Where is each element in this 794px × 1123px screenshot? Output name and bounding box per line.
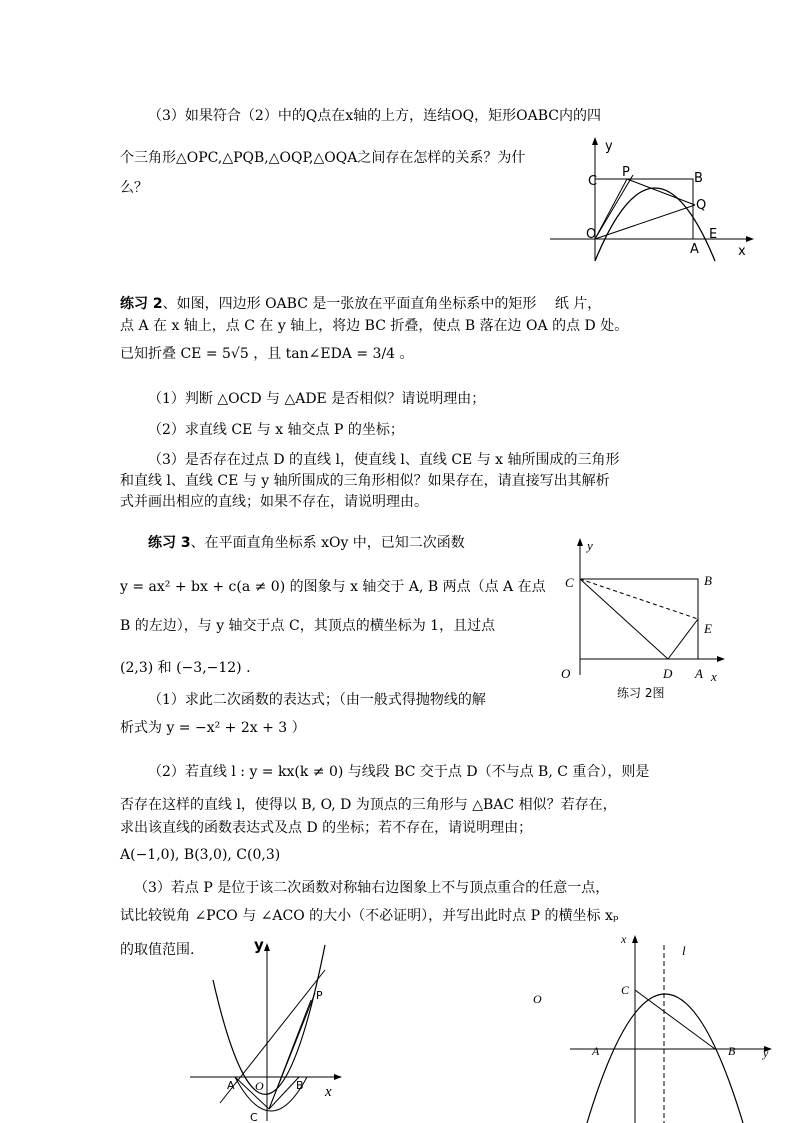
fig1-label-e: E <box>709 227 718 242</box>
figure-3 <box>185 935 350 1123</box>
fig3-label-c: C <box>250 1111 258 1123</box>
fig1-label-x: x <box>738 244 746 259</box>
ex3-q1b: 析式为 y = −x² + 2x + 3 ） <box>120 720 306 736</box>
ex2-line2: 点 A 在 x 轴上，点 C 在 y 轴上，将边 BC 折叠，使点 B 落在边 OA 的点 D 处。 <box>120 318 629 334</box>
ex2-q3a: （3）是否存在过点 D 的直线 l，使直线 l、直线 CE 与 x 轴所围成的三角形 <box>148 452 620 468</box>
fig3-label-b: B <box>296 1079 304 1092</box>
fig1-label-y: y <box>605 139 613 154</box>
ex3-line3: B 的左边），与 y 轴交于点 C，其顶点的横坐标为 1，且过点 <box>120 618 496 634</box>
fig1-label-p: P <box>622 165 630 180</box>
fig1-label-a: A <box>690 242 699 257</box>
figure-4 <box>525 930 785 1123</box>
fig2-label-y: y <box>587 538 593 553</box>
fig4-label-a: A <box>592 1044 600 1058</box>
ex3-q2a: （2）若直线 l : y = kx(k ≠ 0) 与线段 BC 交于点 D（不与点 B, C 重合），则是 <box>148 764 650 780</box>
fig1-label-b: B <box>694 171 703 186</box>
fig1-label-o: O <box>586 227 597 242</box>
ex2-q3b: 和直线 l、直线 CE 与 y 轴所围成的三角形相似？如果存在，请直接写出其解析 <box>120 473 610 489</box>
figure-2 <box>555 535 740 700</box>
fig3-label-x: x <box>325 1084 332 1100</box>
ex3-q3b: 试比较锐角 ∠PCO 与 ∠ACO 的大小（不必证明），并写出此时点 P 的横坐标 xₚ <box>120 908 619 924</box>
fig3-label-a: A <box>227 1079 235 1092</box>
ex2-line3: 已知折叠 CE = 5√5 ，且 tan∠EDA = 3/4 。 <box>120 346 414 362</box>
fig3-label-p: P <box>316 989 323 1002</box>
ex3-line4: (2,3) 和 (−3,−12) . <box>120 660 251 676</box>
p3-line1: （3）如果符合（2）中的Q点在x轴的上方，连结OQ，矩形OABC内的四 <box>148 108 601 124</box>
fig2-label-d: D <box>663 666 673 681</box>
fig2-label-c: C <box>565 575 574 590</box>
ex2-q3c: 式并画出相应的直线；如果不存在，请说明理由。 <box>120 494 428 510</box>
figure-1 <box>545 135 760 265</box>
ex3-q2b: 否存在这样的直线 l，使得以 B, O, D 为顶点的三角形与 △BAC 相似？若存在， <box>120 797 617 813</box>
ex3-q2d: A(−1,0), B(3,0), C(0,3) <box>120 847 281 863</box>
p3-line3: 么？ <box>120 180 148 196</box>
fig2-caption: 练习 2图 <box>617 686 665 700</box>
fig2-label-o: O <box>561 666 571 681</box>
ex3-q2c: 求出该直线的函数表达式及点 D 的坐标；若不存在，请说明理由； <box>120 820 533 836</box>
ex3-line2: y = ax² + bx + c(a ≠ 0) 的图象与 x 轴交于 A, B 两点（点 A 在点 <box>120 579 546 595</box>
fig2-label-b: B <box>704 573 712 588</box>
fig4-label-o: O <box>533 992 542 1006</box>
ex3-q3a: （3）若点 P 是位于该二次函数对称轴右边图象上不与顶点重合的任意一点， <box>134 880 610 896</box>
ex2-q1: （1）判断 △OCD 与 △ADE 是否相似？请说明理由； <box>148 391 486 407</box>
fig1-label-c: C <box>588 174 598 189</box>
fig4-label-x: x <box>621 932 627 946</box>
fig2-label-a: A <box>695 666 703 681</box>
fig2-label-e: E <box>704 621 712 636</box>
fig1-label-q: Q <box>696 198 707 213</box>
fig4-label-l: l <box>682 943 686 958</box>
ex3-title: 练习 3 <box>148 535 191 551</box>
fig4-label-y: y <box>763 1046 769 1060</box>
ex3-q1a: （1）求此二次函数的表达式；（由一般式得抛物线的解 <box>148 692 486 708</box>
ex2-title: 练习 2 <box>120 296 163 312</box>
ex2-q2: （2）求直线 CE 与 x 轴交点 P 的坐标； <box>148 422 404 438</box>
fig3-label-o: O <box>255 1079 264 1093</box>
ex2-line1 <box>120 294 601 314</box>
ex3-q3c: 的取值范围. <box>120 942 195 958</box>
fig2-label-x: x <box>711 669 717 684</box>
p3-line2: 个三角形△OPC,△PQB,△OQP,△OQA之间存在怎样的关系？为什 <box>120 150 526 166</box>
fig4-label-b: B <box>728 1044 736 1058</box>
ex3-line1 <box>148 533 465 553</box>
ex2-text1: 、如图，四边形 OABC 是一张放在平面直角坐标系中的矩形 纸 片， <box>162 296 602 312</box>
ex3-text1: 、在平面直角坐标系 xOy 中，已知二次函数 <box>190 535 465 551</box>
fig4-label-c: C <box>621 983 630 997</box>
fig3-label-y: y <box>254 936 264 954</box>
